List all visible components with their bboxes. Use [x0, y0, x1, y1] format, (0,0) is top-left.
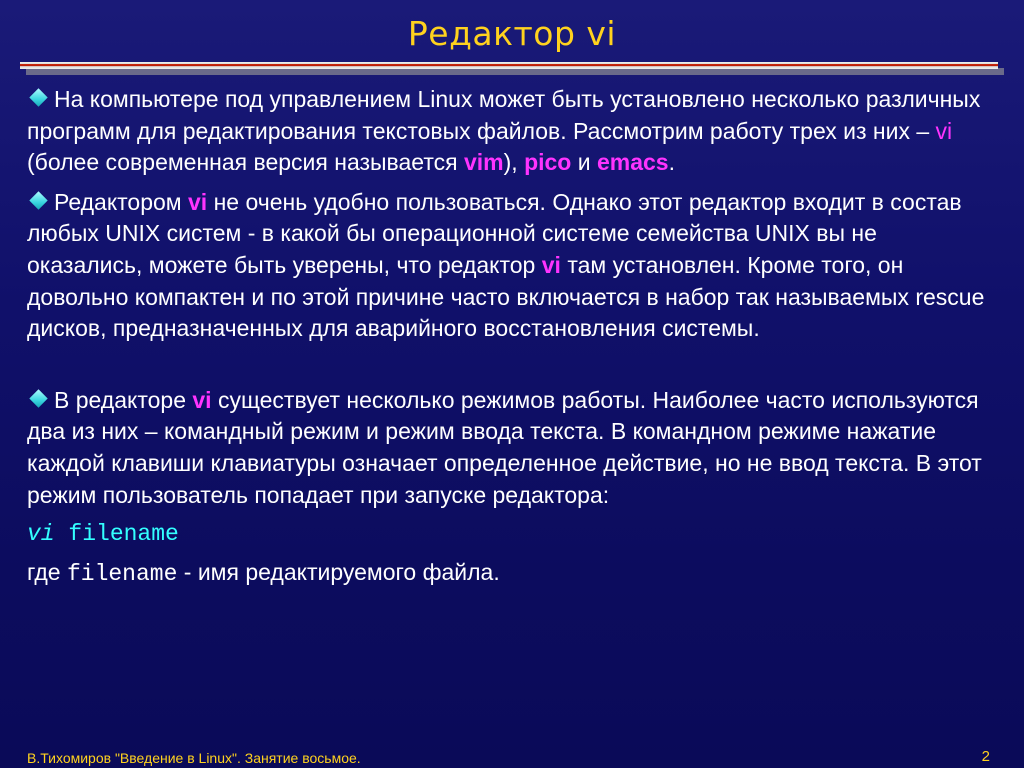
keyword-pico: pico: [524, 149, 572, 176]
paragraph-text: Редактором: [54, 188, 189, 215]
paragraph-text: .: [668, 149, 675, 176]
paragraph-text: На компьютере под управлением Linux может быть установлено несколько различных программ для редактирования текстовых файлов. Рассмотрим работу трех из них –: [27, 86, 981, 144]
keyword-vi: vi: [192, 386, 212, 413]
explanation-suffix: - имя редактируемого файла.: [177, 558, 500, 585]
diamond-bullet-icon: [29, 88, 47, 106]
keyword-vi: vi: [935, 117, 953, 144]
title-divider-bar: [20, 62, 998, 69]
keyword-vim: vim: [463, 149, 504, 176]
paragraph-vi-modes: [27, 385, 997, 511]
paragraph-text: существует несколько режимов работы. Наиболее часто используются два из них – командный режим и режим ввода текста. В командном режиме нажатие каждой клавиши клавиатуры означает определенное действие, но не ввод текста. В этот режим пользователь попадает при запуске редактора:: [27, 386, 982, 508]
keyword-vi: vi: [541, 251, 561, 278]
paragraph-text: (более современная версия называется: [27, 149, 464, 176]
command-argument: filename: [68, 521, 179, 548]
slide-content: [27, 84, 997, 590]
explanation-prefix: где: [27, 558, 67, 585]
page-number: 2: [981, 748, 990, 765]
explanation-argument: filename: [66, 560, 178, 587]
command-explanation: [27, 557, 997, 591]
paragraph-text: и: [571, 149, 597, 176]
paragraph-text: там установлен. Кроме того, он довольно компактен и по этой причине часто включается в набор так называемых rescue дисков, предназначенных для аварийного восстановления системы.: [27, 251, 985, 342]
footer-author: В.Тихомиров "Введение в Linux". Занятие восьмое.: [27, 750, 361, 766]
paragraph-vi-availability: [27, 187, 997, 345]
paragraph-text: ),: [503, 149, 525, 176]
keyword-emacs: emacs: [596, 149, 669, 176]
paragraph-editors-intro: [27, 84, 997, 179]
slide-title: Редактор vi: [407, 14, 617, 53]
diamond-bullet-icon: [29, 389, 47, 407]
keyword-vi: vi: [188, 188, 208, 215]
paragraph-text: не очень удобно пользоваться. Однако этот редактор входит в состав любых UNIX систем - в какой бы операционной системе семейства UNIX вы не оказались, можете быть уверены, что редактор: [27, 188, 962, 278]
command-name: vi: [27, 521, 55, 548]
command-example: [27, 519, 997, 551]
title-divider-shadow: [26, 68, 1004, 75]
paragraph-text: В редакторе: [54, 386, 193, 413]
title-divider: [20, 62, 1004, 76]
diamond-bullet-icon: [29, 191, 47, 209]
